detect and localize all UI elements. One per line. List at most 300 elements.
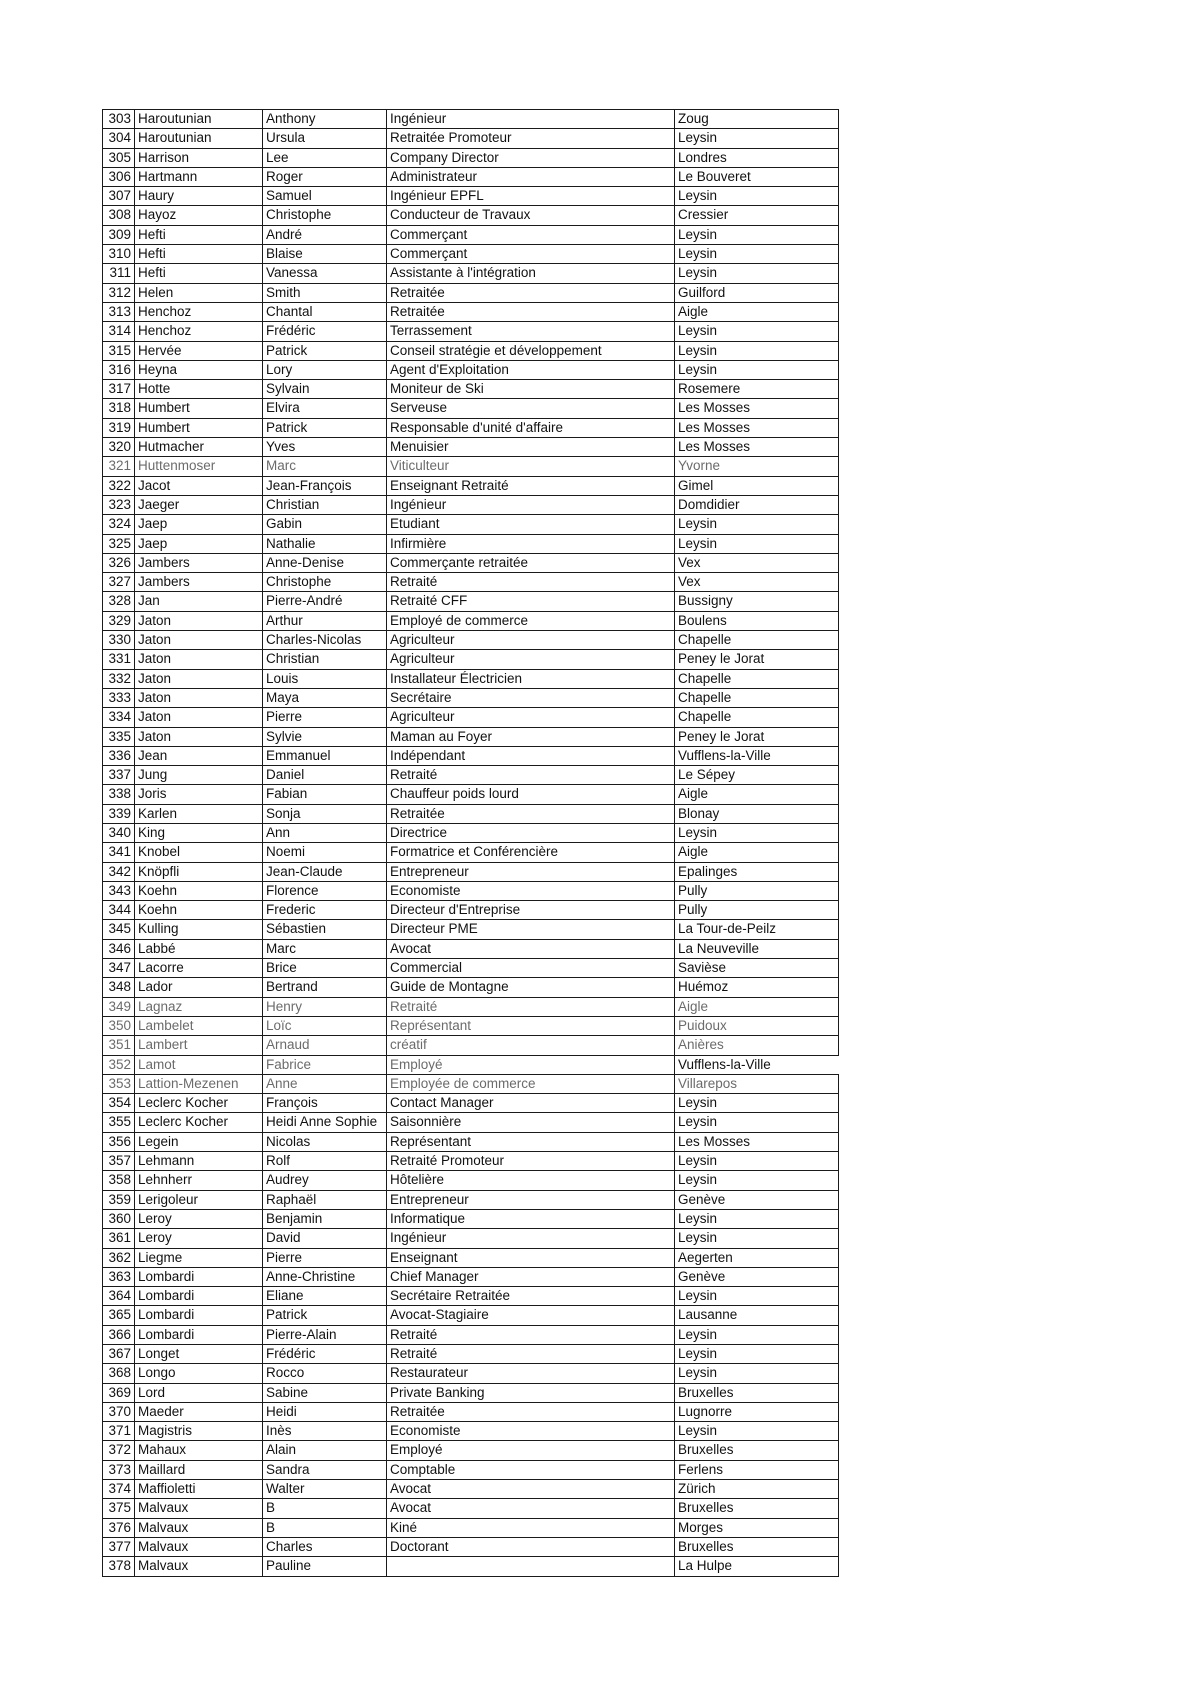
first-name-cell: Henry [263, 997, 387, 1016]
first-name-cell: Bertrand [263, 978, 387, 997]
city-cell: Leysin [675, 1209, 839, 1228]
table-row [103, 1132, 839, 1151]
table-row [103, 688, 839, 707]
last-name-cell: Malvaux [135, 1537, 263, 1556]
first-name-cell: Inès [263, 1422, 387, 1441]
occupation-cell: Retraitée [387, 302, 675, 321]
city-cell: Les Mosses [675, 399, 839, 418]
last-name-cell: Jacot [135, 476, 263, 495]
row-number: 305 [103, 148, 135, 167]
last-name-cell: Hutmacher [135, 438, 263, 457]
table-row [103, 1422, 839, 1441]
first-name-cell: Lee [263, 148, 387, 167]
table-row [103, 1325, 839, 1344]
table-row [103, 1557, 839, 1576]
first-name-cell: Nicolas [263, 1132, 387, 1151]
occupation-cell: Administrateur [387, 167, 675, 186]
last-name-cell: Liegme [135, 1248, 263, 1267]
city-cell: Gimel [675, 476, 839, 495]
table-row [103, 1016, 839, 1035]
occupation-cell: Responsable d'unité d'affaire [387, 418, 675, 437]
first-name-cell: Fabian [263, 785, 387, 804]
first-name-cell: Yves [263, 438, 387, 457]
table-row [103, 457, 839, 476]
occupation-cell: Private Banking [387, 1383, 675, 1402]
table-row [103, 476, 839, 495]
city-cell: Leysin [675, 129, 839, 148]
first-name-cell: Christian [263, 650, 387, 669]
last-name-cell: Helen [135, 283, 263, 302]
occupation-cell: Avocat-Stagiaire [387, 1306, 675, 1325]
city-cell: Domdidier [675, 495, 839, 514]
first-name-cell: Nathalie [263, 534, 387, 553]
row-number: 360 [103, 1209, 135, 1228]
city-cell: Genève [675, 1267, 839, 1286]
first-name-cell: Walter [263, 1480, 387, 1499]
table-row [103, 1171, 839, 1190]
row-number: 322 [103, 476, 135, 495]
last-name-cell: Lattion-Mezenen [135, 1074, 263, 1093]
last-name-cell: Lord [135, 1383, 263, 1402]
city-cell: Morges [675, 1518, 839, 1537]
row-number: 332 [103, 669, 135, 688]
city-cell: Leysin [675, 360, 839, 379]
row-number: 373 [103, 1460, 135, 1479]
city-cell: La Tour-de-Peilz [675, 920, 839, 939]
last-name-cell: Malvaux [135, 1518, 263, 1537]
city-cell: Chapelle [675, 708, 839, 727]
first-name-cell: Charles [263, 1537, 387, 1556]
city-cell: Bruxelles [675, 1441, 839, 1460]
last-name-cell: Henchoz [135, 322, 263, 341]
row-number: 325 [103, 534, 135, 553]
table-row [103, 515, 839, 534]
occupation-cell: Directeur PME [387, 920, 675, 939]
row-number: 377 [103, 1537, 135, 1556]
city-cell: Le Sépey [675, 766, 839, 785]
row-number: 308 [103, 206, 135, 225]
first-name-cell: Christophe [263, 573, 387, 592]
first-name-cell: Frédéric [263, 1345, 387, 1364]
city-cell: Leysin [675, 1113, 839, 1132]
occupation-cell: Chief Manager [387, 1267, 675, 1286]
city-cell: Boulens [675, 611, 839, 630]
table-row [103, 438, 839, 457]
occupation-cell: Guide de Montagne [387, 978, 675, 997]
first-name-cell: Arnaud [263, 1036, 387, 1055]
last-name-cell: Lagnaz [135, 997, 263, 1016]
last-name-cell: Lambert [135, 1036, 263, 1055]
first-name-cell: Loïc [263, 1016, 387, 1035]
last-name-cell: Knöpfli [135, 862, 263, 881]
table-row [103, 823, 839, 842]
occupation-cell: Secrétaire Retraitée [387, 1287, 675, 1306]
occupation-cell: Retraité [387, 766, 675, 785]
city-cell: Leysin [675, 1229, 839, 1248]
occupation-cell: Terrassement [387, 322, 675, 341]
last-name-cell: Lador [135, 978, 263, 997]
row-number: 372 [103, 1441, 135, 1460]
table-row [103, 187, 839, 206]
occupation-cell: Informatique [387, 1209, 675, 1228]
row-number: 371 [103, 1422, 135, 1441]
first-name-cell: Sylvie [263, 727, 387, 746]
city-cell: Pully [675, 901, 839, 920]
row-number: 314 [103, 322, 135, 341]
occupation-cell: Avocat [387, 939, 675, 958]
row-number: 306 [103, 167, 135, 186]
first-name-cell: Fabrice [263, 1055, 387, 1074]
occupation-cell: Infirmière [387, 534, 675, 553]
first-name-cell: Maya [263, 688, 387, 707]
occupation-cell: Retraité [387, 573, 675, 592]
city-cell: Lugnorre [675, 1402, 839, 1421]
first-name-cell: Pierre [263, 708, 387, 727]
last-name-cell: Longet [135, 1345, 263, 1364]
table-row [103, 611, 839, 630]
first-name-cell: Eliane [263, 1287, 387, 1306]
first-name-cell: Sébastien [263, 920, 387, 939]
row-number: 317 [103, 380, 135, 399]
first-name-cell: Jean-Claude [263, 862, 387, 881]
table-row [103, 1441, 839, 1460]
row-number: 348 [103, 978, 135, 997]
first-name-cell: Heidi Anne Sophie [263, 1113, 387, 1132]
city-cell: Vex [675, 573, 839, 592]
row-number: 350 [103, 1016, 135, 1035]
first-name-cell: Louis [263, 669, 387, 688]
first-name-cell: Elvira [263, 399, 387, 418]
city-cell: Peney le Jorat [675, 650, 839, 669]
row-number: 320 [103, 438, 135, 457]
row-number: 315 [103, 341, 135, 360]
row-number: 331 [103, 650, 135, 669]
first-name-cell: Frédéric [263, 322, 387, 341]
occupation-cell: Conducteur de Travaux [387, 206, 675, 225]
last-name-cell: Hayoz [135, 206, 263, 225]
city-cell: Londres [675, 148, 839, 167]
last-name-cell: Jaep [135, 515, 263, 534]
city-cell: Leysin [675, 534, 839, 553]
last-name-cell: Leclerc Kocher [135, 1094, 263, 1113]
occupation-cell: Conseil stratégie et développement [387, 341, 675, 360]
row-number: 318 [103, 399, 135, 418]
row-number: 354 [103, 1094, 135, 1113]
last-name-cell: Kulling [135, 920, 263, 939]
table-row [103, 399, 839, 418]
first-name-cell: Heidi [263, 1402, 387, 1421]
last-name-cell: Hartmann [135, 167, 263, 186]
first-name-cell: Chantal [263, 302, 387, 321]
last-name-cell: Hefti [135, 264, 263, 283]
occupation-cell: Viticulteur [387, 457, 675, 476]
table-row [103, 631, 839, 650]
last-name-cell: Legein [135, 1132, 263, 1151]
city-cell: Leysin [675, 1422, 839, 1441]
city-cell: Guilford [675, 283, 839, 302]
table-row [103, 1074, 839, 1093]
member-table [102, 109, 839, 1577]
occupation-cell: Ingénieur [387, 495, 675, 514]
last-name-cell: Longo [135, 1364, 263, 1383]
last-name-cell: Maffioletti [135, 1480, 263, 1499]
occupation-cell: Ingénieur [387, 1229, 675, 1248]
row-number: 338 [103, 785, 135, 804]
table-row [103, 1402, 839, 1421]
row-number: 310 [103, 245, 135, 264]
last-name-cell: Mahaux [135, 1441, 263, 1460]
city-cell: Leysin [675, 187, 839, 206]
city-cell: Aegerten [675, 1248, 839, 1267]
row-number: 362 [103, 1248, 135, 1267]
city-cell: Leysin [675, 341, 839, 360]
last-name-cell: Joris [135, 785, 263, 804]
row-number: 366 [103, 1325, 135, 1344]
first-name-cell: Christophe [263, 206, 387, 225]
city-cell: La Neuveville [675, 939, 839, 958]
city-cell: Blonay [675, 804, 839, 823]
row-number: 335 [103, 727, 135, 746]
last-name-cell: Jaton [135, 631, 263, 650]
row-number: 328 [103, 592, 135, 611]
occupation-cell: Avocat [387, 1499, 675, 1518]
first-name-cell: Anne-Denise [263, 553, 387, 572]
first-name-cell: Rolf [263, 1152, 387, 1171]
city-cell: Peney le Jorat [675, 727, 839, 746]
row-number: 345 [103, 920, 135, 939]
occupation-cell: Economiste [387, 881, 675, 900]
row-number: 344 [103, 901, 135, 920]
row-number: 365 [103, 1306, 135, 1325]
city-cell: La Hulpe [675, 1557, 839, 1576]
table-row [103, 766, 839, 785]
last-name-cell: Hotte [135, 380, 263, 399]
first-name-cell: Sabine [263, 1383, 387, 1402]
first-name-cell: Pierre-André [263, 592, 387, 611]
first-name-cell: Florence [263, 881, 387, 900]
city-cell: Chapelle [675, 669, 839, 688]
last-name-cell: Jaeger [135, 495, 263, 514]
row-number: 367 [103, 1345, 135, 1364]
city-cell: Les Mosses [675, 438, 839, 457]
table-row [103, 1229, 839, 1248]
first-name-cell: Arthur [263, 611, 387, 630]
row-number: 324 [103, 515, 135, 534]
last-name-cell: Jean [135, 746, 263, 765]
first-name-cell: Emmanuel [263, 746, 387, 765]
table-row [103, 302, 839, 321]
city-cell: Ferlens [675, 1460, 839, 1479]
last-name-cell: Jung [135, 766, 263, 785]
row-number: 357 [103, 1152, 135, 1171]
row-number: 327 [103, 573, 135, 592]
city-cell: Aigle [675, 843, 839, 862]
table-row [103, 1055, 839, 1074]
row-number: 346 [103, 939, 135, 958]
occupation-cell: Enseignant [387, 1248, 675, 1267]
city-cell: Anières [675, 1036, 839, 1055]
row-number: 352 [103, 1055, 135, 1074]
city-cell: Le Bouveret [675, 167, 839, 186]
first-name-cell: Blaise [263, 245, 387, 264]
table-row [103, 959, 839, 978]
occupation-cell: Retraitée Promoteur [387, 129, 675, 148]
occupation-cell: Avocat [387, 1480, 675, 1499]
row-number: 323 [103, 495, 135, 514]
last-name-cell: Jaep [135, 534, 263, 553]
row-number: 313 [103, 302, 135, 321]
table-row [103, 573, 839, 592]
table-row [103, 1113, 839, 1132]
last-name-cell: Hefti [135, 225, 263, 244]
table-row [103, 1518, 839, 1537]
last-name-cell: King [135, 823, 263, 842]
last-name-cell: Humbert [135, 399, 263, 418]
last-name-cell: Jan [135, 592, 263, 611]
row-number: 342 [103, 862, 135, 881]
occupation-cell: Agriculteur [387, 631, 675, 650]
first-name-cell: Sandra [263, 1460, 387, 1479]
occupation-cell: Ingénieur [387, 110, 675, 129]
table-row [103, 264, 839, 283]
last-name-cell: Jaton [135, 708, 263, 727]
occupation-cell: Entrepreneur [387, 862, 675, 881]
first-name-cell: Christian [263, 495, 387, 514]
occupation-cell: Enseignant Retraité [387, 476, 675, 495]
first-name-cell: André [263, 225, 387, 244]
first-name-cell: Anne-Christine [263, 1267, 387, 1286]
city-cell: Epalinges [675, 862, 839, 881]
occupation-cell: Retraité CFF [387, 592, 675, 611]
city-cell: Zürich [675, 1480, 839, 1499]
last-name-cell: Jambers [135, 573, 263, 592]
occupation-cell: Directeur d'Entreprise [387, 901, 675, 920]
row-number: 378 [103, 1557, 135, 1576]
first-name-cell: Pauline [263, 1557, 387, 1576]
city-cell: Genève [675, 1190, 839, 1209]
last-name-cell: Haroutunian [135, 110, 263, 129]
table-row [103, 1209, 839, 1228]
row-number: 333 [103, 688, 135, 707]
member-table-body [103, 110, 839, 1577]
last-name-cell: Lambelet [135, 1016, 263, 1035]
last-name-cell: Lamot [135, 1055, 263, 1074]
row-number: 375 [103, 1499, 135, 1518]
city-cell: Vufflens-la-Ville [675, 1055, 839, 1074]
row-number: 368 [103, 1364, 135, 1383]
first-name-cell: Ursula [263, 129, 387, 148]
first-name-cell: Charles-Nicolas [263, 631, 387, 650]
table-row [103, 881, 839, 900]
city-cell: Leysin [675, 245, 839, 264]
row-number: 303 [103, 110, 135, 129]
table-row [103, 534, 839, 553]
last-name-cell: Henchoz [135, 302, 263, 321]
last-name-cell: Lombardi [135, 1325, 263, 1344]
city-cell: Cressier [675, 206, 839, 225]
occupation-cell: Commerçante retraitée [387, 553, 675, 572]
occupation-cell: Agriculteur [387, 708, 675, 727]
city-cell: Lausanne [675, 1306, 839, 1325]
occupation-cell: Retraitée [387, 804, 675, 823]
row-number: 347 [103, 959, 135, 978]
city-cell: Bussigny [675, 592, 839, 611]
last-name-cell: Lacorre [135, 959, 263, 978]
table-row [103, 418, 839, 437]
last-name-cell: Jambers [135, 553, 263, 572]
occupation-cell: Comptable [387, 1460, 675, 1479]
table-row [103, 245, 839, 264]
occupation-cell: Installateur Électricien [387, 669, 675, 688]
occupation-cell: Indépendant [387, 746, 675, 765]
row-number: 364 [103, 1287, 135, 1306]
first-name-cell: Alain [263, 1441, 387, 1460]
first-name-cell: Vanessa [263, 264, 387, 283]
city-cell: Leysin [675, 515, 839, 534]
table-row [103, 669, 839, 688]
first-name-cell: Patrick [263, 418, 387, 437]
occupation-cell: Maman au Foyer [387, 727, 675, 746]
occupation-cell: Serveuse [387, 399, 675, 418]
occupation-cell: Secrétaire [387, 688, 675, 707]
first-name-cell: Rocco [263, 1364, 387, 1383]
occupation-cell: Company Director [387, 148, 675, 167]
last-name-cell: Jaton [135, 727, 263, 746]
first-name-cell: François [263, 1094, 387, 1113]
first-name-cell: Sonja [263, 804, 387, 823]
last-name-cell: Maillard [135, 1460, 263, 1479]
city-cell: Puidoux [675, 1016, 839, 1035]
first-name-cell: Pierre [263, 1248, 387, 1267]
last-name-cell: Leroy [135, 1229, 263, 1248]
table-row [103, 1267, 839, 1286]
table-row [103, 322, 839, 341]
row-number: 336 [103, 746, 135, 765]
first-name-cell: Lory [263, 360, 387, 379]
occupation-cell: Retraité Promoteur [387, 1152, 675, 1171]
first-name-cell: Gabin [263, 515, 387, 534]
city-cell: Leysin [675, 1325, 839, 1344]
table-row [103, 148, 839, 167]
city-cell: Bruxelles [675, 1383, 839, 1402]
first-name-cell: Frederic [263, 901, 387, 920]
occupation-cell: Ingénieur EPFL [387, 187, 675, 206]
first-name-cell: B [263, 1499, 387, 1518]
row-number: 309 [103, 225, 135, 244]
last-name-cell: Labbé [135, 939, 263, 958]
first-name-cell: Samuel [263, 187, 387, 206]
table-row [103, 1480, 839, 1499]
table-row [103, 283, 839, 302]
city-cell: Rosemere [675, 380, 839, 399]
occupation-cell: Employé [387, 1441, 675, 1460]
last-name-cell: Lombardi [135, 1287, 263, 1306]
last-name-cell: Lerigoleur [135, 1190, 263, 1209]
city-cell: Leysin [675, 264, 839, 283]
table-row [103, 129, 839, 148]
first-name-cell: Jean-François [263, 476, 387, 495]
last-name-cell: Malvaux [135, 1499, 263, 1518]
row-number: 351 [103, 1036, 135, 1055]
city-cell: Leysin [675, 1345, 839, 1364]
row-number: 363 [103, 1267, 135, 1286]
row-number: 329 [103, 611, 135, 630]
last-name-cell: Karlen [135, 804, 263, 823]
row-number: 341 [103, 843, 135, 862]
occupation-cell: Commerçant [387, 225, 675, 244]
occupation-cell: Moniteur de Ski [387, 380, 675, 399]
city-cell: Pully [675, 881, 839, 900]
